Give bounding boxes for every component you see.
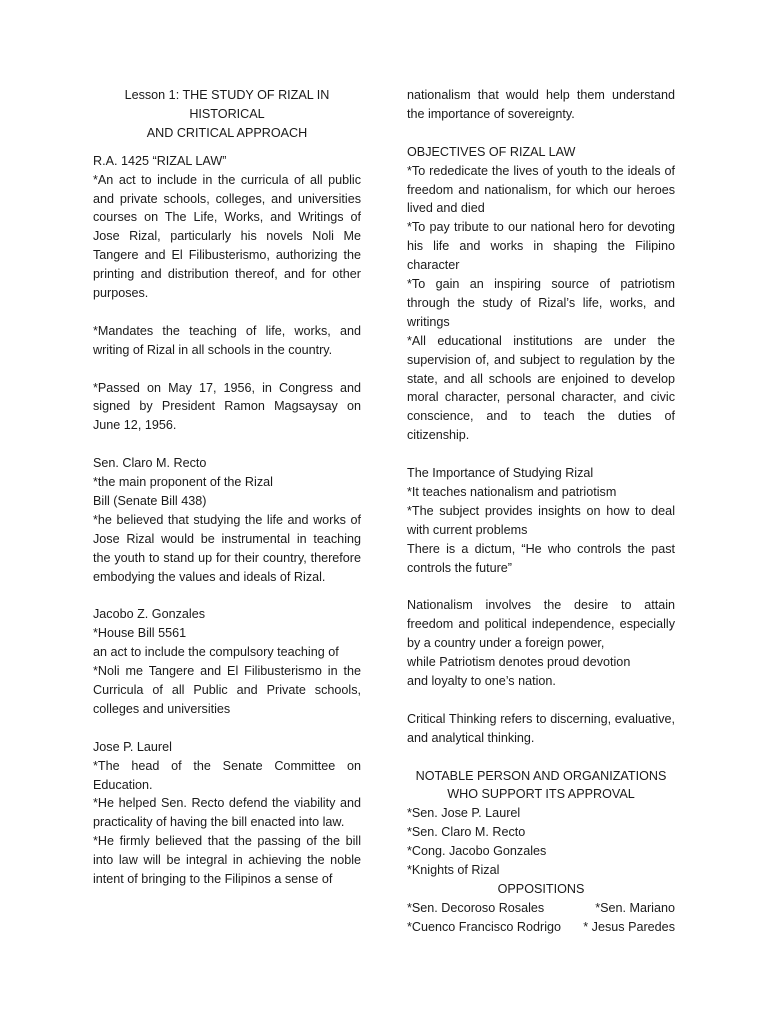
ra-paragraph-2: *Mandates the teaching of life, works, and writing of Rizal in all schools in the country.: [93, 323, 361, 357]
oppositions-row-1: [407, 899, 675, 918]
laurel-paragraph-3: *He firmly believed that the passing of the bill into law will be integral in achieving the noble intent of bringing to the Filipinos a sense of: [93, 834, 361, 887]
notable-heading-line-1: NOTABLE PERSON AND ORGANIZATIONS: [415, 768, 667, 783]
recto-line-2: Bill (Senate Bill 438): [93, 493, 207, 508]
nationalism-line-2: while Patriotism denotes proud devotion: [407, 655, 631, 670]
ra-paragraph-1: *An act to include in the curricula of all public and private schools, colleges, and universities courses on The Life, Works, and Writings of Jose Rizal, particularly his novels Noli Me Tangere and El Filibusterismo, authorizing the printing and distribution thereof, and for other purposes.: [93, 172, 361, 301]
right-column: [407, 86, 675, 937]
oppositions-row-2: [407, 918, 675, 937]
opposition-item: *Cuenco Francisco Rodrigo: [407, 919, 561, 934]
lesson-title-line-2: AND CRITICAL APPROACH: [146, 125, 308, 140]
gonzales-line-2: an act to include the compulsory teaching of: [93, 645, 339, 660]
importance-line-1: *It teaches nationalism and patriotism: [407, 485, 617, 499]
supporter-item: *Knights of Rizal: [407, 863, 500, 878]
supporter-item: *Sen. Claro M. Recto: [407, 825, 526, 840]
recto-name: Sen. Claro M. Recto: [93, 456, 207, 471]
objective-2: *To pay tribute to our national hero for devoting his life and works in shaping the Filipino character: [407, 220, 675, 273]
continued-paragraph: nationalism that would help them understand the importance of sovereignty.: [407, 88, 675, 121]
lesson-title: [93, 86, 361, 143]
laurel-name: Jose P. Laurel: [93, 739, 172, 754]
gonzales-paragraph: *Noli me Tangere and El Filibusterismo in the Curricula of all Public and Private schools, colleges and universities: [93, 664, 361, 716]
supporter-item: *Sen. Jose P. Laurel: [407, 806, 521, 821]
opposition-item: *Sen. Mariano: [595, 900, 675, 915]
oppositions-heading: OPPOSITIONS: [497, 881, 585, 896]
opposition-item: * Jesus Paredes: [583, 919, 675, 934]
notable-heading: [407, 767, 675, 805]
importance-paragraph-2: *The subject provides insights on how to deal with current problems: [407, 503, 675, 537]
ra-paragraph-3: *Passed on May 17, 1956, in Congress and signed by President Ramon Magsaysay on June 12, 1956.: [93, 380, 361, 433]
nationalism-paragraph: Nationalism involves the desire to attain freedom and political independence, especially by a country under a foreign power,: [407, 598, 675, 651]
notable-heading-line-2: WHO SUPPORT ITS APPROVAL: [447, 787, 635, 802]
objective-3: *To gain an inspiring source of patriotism through the study of Rizal’s life, works, and writings: [407, 277, 675, 329]
objective-4: *All educational institutions are under the supervision of, and subject to regulation by the state, and all schools are enjoined to develop moral character, personal character, and civic conscience, and to teach the duties of citizenship.: [407, 333, 675, 443]
lesson-title-line-1: Lesson 1: THE STUDY OF RIZAL IN HISTORICAL: [124, 88, 330, 121]
laurel-paragraph-2: *He helped Sen. Recto defend the viability and practicality of having the bill enacted into law.: [93, 796, 361, 830]
gonzales-line-1: *House Bill 5561: [93, 626, 187, 641]
opposition-item: *Sen. Decoroso Rosales: [407, 900, 545, 915]
supporters-list: [407, 804, 675, 880]
supporter-item: *Cong. Jacobo Gonzales: [407, 844, 547, 859]
importance-heading: The Importance of Studying Rizal: [407, 466, 594, 481]
recto-line-1: *the main proponent of the Rizal: [93, 475, 273, 490]
laurel-paragraph-1: *The head of the Senate Committee on Education.: [93, 758, 361, 792]
ra-heading: R.A. 1425 “RIZAL LAW”: [93, 153, 227, 168]
nationalism-line-3: and loyalty to one’s nation.: [407, 674, 556, 689]
gonzales-name: Jacobo Z. Gonzales: [93, 607, 206, 622]
recto-paragraph: *he believed that studying the life and works of Jose Rizal would be instrumental in teaching the youth to stand up for their country, therefore embodying the values and ideals of Rizal.: [93, 512, 361, 584]
critical-thinking-paragraph: Critical Thinking refers to discerning, evaluative, and analytical thinking.: [407, 711, 675, 745]
objectives-heading: OBJECTIVES OF RIZAL LAW: [407, 144, 576, 159]
objective-1: *To rededicate the lives of youth to the ideals of freedom and nationalism, for which our heroes lived and died: [407, 163, 675, 216]
left-column: [93, 86, 361, 889]
importance-paragraph-3: There is a dictum, “He who controls the past controls the future”: [407, 541, 675, 575]
